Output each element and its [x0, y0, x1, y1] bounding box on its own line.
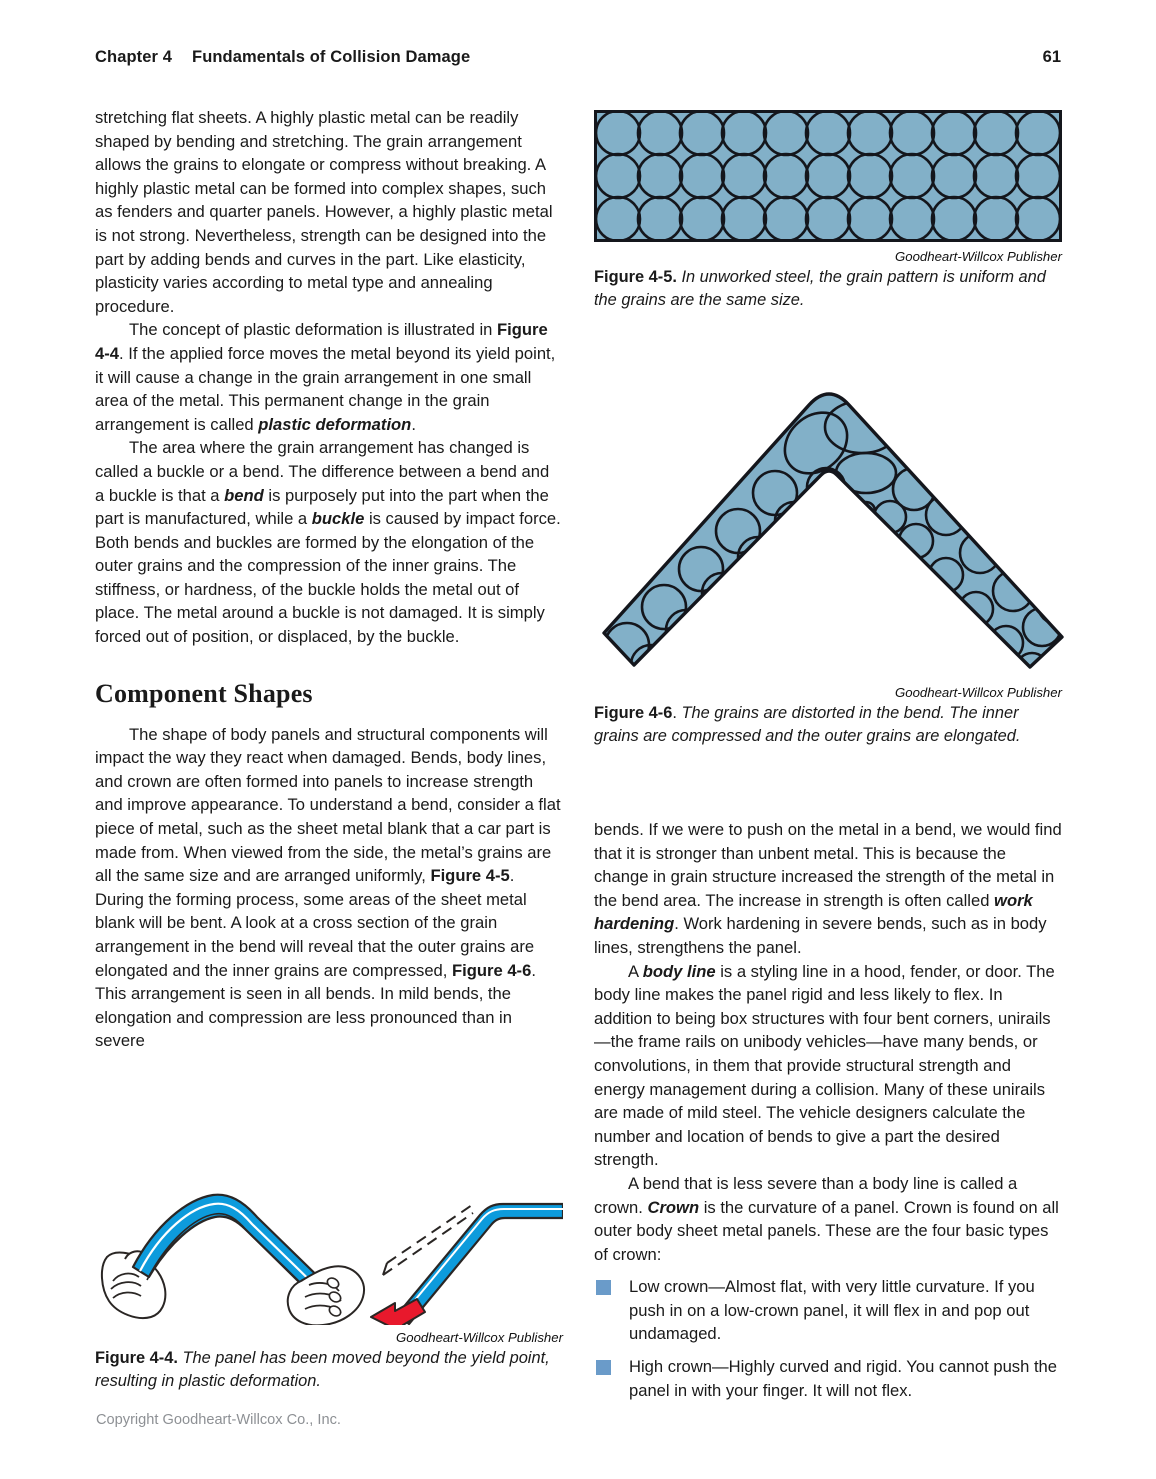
term-plastic-deformation: plastic deformation: [258, 414, 412, 434]
paragraph-work-hardening: [594, 818, 1062, 960]
paragraph-text: A: [628, 961, 643, 981]
paragraph-text: bends. If we were to push on the metal in a bend, we would find that it is stronger than unbent metal. This is because the change in grain structure increased the strength of the metal in the bend area. The increase in strength is often called: [594, 820, 1062, 910]
term-body-line: body line: [642, 961, 716, 981]
paragraph-text: The concept of plastic deformation is illustrated in: [129, 320, 498, 340]
chapter-title: Fundamentals of Collision Damage: [192, 48, 471, 66]
paragraph-text: is purposely put into the part when the part is manufactured, while a: [95, 485, 549, 529]
figure-4-4-label: Figure 4-4.: [95, 1349, 178, 1367]
figure-4-6-caption: [594, 702, 1062, 748]
paragraph-text: is the curvature of a panel. Crown is found on all outer body sheet metal panels. These are the four basic types of crown:: [594, 1197, 1059, 1264]
figure-4-4-caption-text: The panel has been moved beyond the yield point, resulting in plastic deformation.: [95, 1349, 550, 1390]
paragraph-plastic-deformation: [95, 318, 563, 436]
figure-reference-4-6: Figure 4-6: [452, 960, 532, 980]
bullet-square-icon: [596, 1280, 611, 1295]
bend-outline: [604, 394, 1062, 667]
term-work-hardening: work hardening: [594, 890, 1033, 934]
bent-bar-force-illustration: [371, 1203, 563, 1325]
figure-4-5-caption-text: In unworked steel, the grain pattern is uniform and the grains are the same size.: [594, 268, 1046, 309]
figure-4-5-block: [594, 245, 1062, 312]
list-item-text: Low crown—Almost flat, with very little curvature. If you push in on a low-crown panel, it will flex in and pop out undamaged.: [629, 1277, 1035, 1344]
running-head-title: [95, 48, 470, 67]
paragraph-body-line: [594, 960, 1062, 1172]
right-column: [594, 818, 1062, 1402]
figure-4-5-credit: Goodheart-Willcox Publisher: [895, 249, 1062, 264]
force-arrow-icon: [371, 1299, 425, 1325]
paragraph-text: is caused by impact force. Both bends and buckles are formed by the elongation of the outer grains and the compression of the inner grains. The stiffness, or hardness, of the buckle holds the metal out of place. The metal around a buckle is not damaged. It is simply forced out of position, or displaced, by the buckle.: [95, 509, 561, 647]
page-number: 61: [1042, 48, 1061, 66]
figure-4-6-label: Figure 4-6: [594, 704, 673, 722]
term-buckle: buckle: [311, 509, 365, 529]
figure-4-6-label-dot: .: [672, 704, 677, 722]
paragraph-text: . If the applied force moves the metal beyond its yield point, it will cause a change in the grain arrangement in one small area of the metal. This permanent change in the grain arrangement is called: [95, 343, 556, 434]
paragraph-text: The area where the grain arrangement has changed is called a buckle or a bend. The difference between a bend and a buckle is that a: [95, 438, 550, 505]
figure-4-5-label: Figure 4-5.: [594, 268, 677, 286]
paragraph-text: is a styling line in a hood, fender, or door. The body line makes the panel rigid and less likely to flex. In addition to being box structures with four bent corners, unirails—the frame rails on unibody vehicles—have many bends, or convolutions, in them that provide structural strength and energy management during a collision. Many of these unirails are made of mild steel. The vehicle designers calculate the number and location of bends to give a part the desired strength.: [594, 961, 1055, 1170]
bullet-square-icon: [596, 1360, 611, 1375]
left-column: [95, 106, 563, 1053]
figure-4-4-image: [95, 1185, 563, 1325]
figure-4-5-caption: [594, 266, 1062, 312]
figure-reference-4-5: Figure 4-5: [430, 866, 510, 886]
figure-4-6-image: [594, 365, 1064, 677]
paragraph-text: .: [411, 414, 416, 434]
figure-4-6-credit: Goodheart-Willcox Publisher: [895, 685, 1062, 700]
figure-4-6-block: [594, 681, 1062, 748]
paragraph-text: . Work hardening in severe bends, such as in body lines, strengthens the panel.: [594, 914, 1047, 957]
paragraph-text: The shape of body panels and structural components will impact the way they react when damaged. Bends, body lines, and crown are often formed into panels to increase strength and improve appearance. To understand a bend, consider a flat piece of metal, such as the sheet metal blank that a car part is made from. When viewed from the side, the metal’s grains are all the same size and are arranged uniformly,: [95, 724, 561, 886]
paragraph-text: stretching flat sheets. A highly plastic metal can be readily shaped by bending and stretching. The grain arrangement allows the grains to elongate or compress without breaking. A highly plastic metal can be formed into complex shapes, such as fenders and quarter panels. However, a highly plastic metal is not strong. Nevertheless, strength can be designed into the part by adding bends and curves in the part. Like elasticity, plasticity varies according to metal type and annealing procedure.: [95, 108, 553, 316]
figure-4-5-image: [594, 110, 1062, 242]
paragraph-crown: [594, 1172, 1062, 1266]
paragraph-text: A bend that is less severe than a body line is called a crown.: [594, 1173, 1018, 1217]
paragraph-plasticity: [95, 106, 563, 318]
list-item-text: High crown—Highly curved and rigid. You cannot push the panel in with your finger. It will not flex.: [629, 1357, 1058, 1400]
figure-4-4-credit: Goodheart-Willcox Publisher: [396, 1330, 563, 1345]
paragraph-component-shapes: [95, 723, 563, 1053]
paragraph-text: . During the forming process, some areas of the sheet metal blank will be bent. A look at a cross section of the grain arrangement in the bend will reveal that the outer grains are elongated and the inner grains are compressed,: [95, 866, 535, 980]
list-item: [594, 1275, 1062, 1346]
figure-4-4-caption: [95, 1347, 563, 1393]
section-heading-component-shapes: Component Shapes: [95, 678, 313, 708]
figure-reference-4-4: Figure 4-4: [95, 320, 548, 363]
paragraph-text: . This arrangement is seen in all bends. In mild bends, the elongation and compression are less pronounced than in severe: [95, 960, 536, 1051]
crown-types-list: [594, 1275, 1062, 1402]
paragraph-buckle-bend: [95, 436, 563, 648]
hands-bending-panel-illustration: [102, 1195, 364, 1325]
figure-4-6-caption-text: The grains are distorted in the bend. The inner grains are compressed and the outer grains are elongated.: [594, 704, 1021, 745]
term-crown: Crown: [647, 1197, 700, 1217]
chapter-label: Chapter 4: [95, 48, 173, 66]
term-bend: bend: [224, 485, 264, 505]
page-footer-copyright: Copyright Goodheart-Willcox Co., Inc.: [96, 1412, 341, 1428]
figure-4-4-block: [95, 1326, 563, 1393]
list-item: [594, 1355, 1062, 1402]
running-head: [95, 48, 1061, 67]
